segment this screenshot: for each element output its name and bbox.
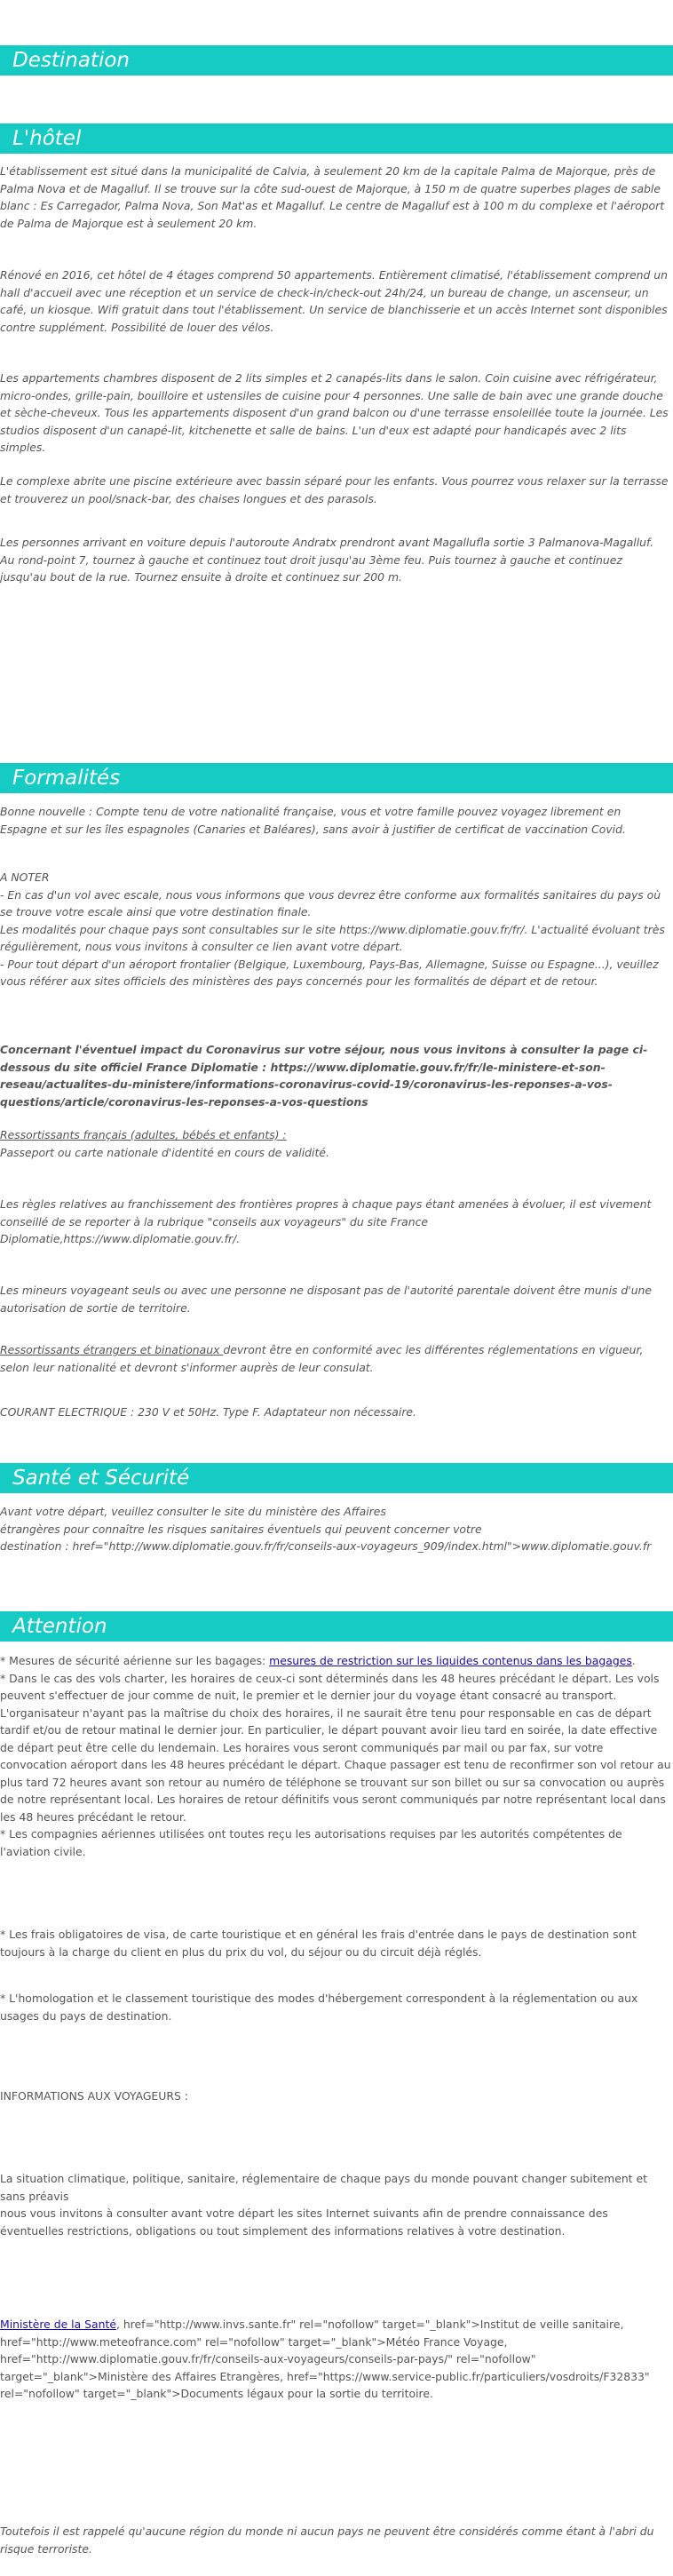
section-header-destination: Destination <box>0 45 673 76</box>
regles-paragraph: Les règles relatives au franchissement des frontières propres à chaque pays étant amenées à évoluer, il est vivement conseillé de se reporter à la rubrique "conseils aux voyageurs" du site France Diplomatie,https://www.diplomatie.gouv.fr/. <box>0 1197 652 1245</box>
section-header-formalites: Formalités <box>0 763 673 793</box>
info-consulter: nous vous invitons à consulter avant votre départ les sites Internet suivants afin de prendre connaissance des éventuelles restrictions, obligations ou tout simplement des informations relatives à votre destination. <box>0 2206 608 2238</box>
formalites-intro: Bonne nouvelle : Compte tenu de votre nationalité française, vous et votre famille pouvez voyagez librement en Espagne et sur les îles espagnoles (Canaries et Baléares), sans avoir à justifier de certificat de vaccination Covid. <box>0 805 626 836</box>
hotel-directions-paragraph: Les personnes arrivant en voiture depuis l'autoroute Andratx prendront avant Magallufla sortie 3 Palmanova-Magalluf. Au rond-point 7, tournez à gauche et continuez tout droit jusqu'au 3ème feu. Puis tournez à gauche et continuez jusqu'au bout de la rue. Tournez ensuite à droite et continuez sur 200 m. <box>0 536 654 584</box>
attention-charter: * Dans le cas des vols charter, les horaires de ceux-ci sont déterminés dans les 48 heures précédant le départ. Les vols peuvent s'effectuer de jour comme de nuit, le premier et le dernier jour du voyage étant consacré au transport. L'organisateur n'ayant pas la maîtrise du choix des horaires, il ne saurait être tenu pour responsable en cas de départ tardif et/ou de retour matinal le dernier jour. En particulier, le départ pouvant avoir lieu tard en soirée, la date effective de départ peut être celle du lendemain. Les horaires vous seront communiqués par mail ou par fax, sur votre convocation aéroport dans les 48 heures précédant le départ. Chaque passager est tenu de reconfirmer son vol retour au plus tard 72 heures avant son retour au numéro de téléphone se trouvant sur son billet ou sur sa convocation ou auprès de notre représentant local. Les horaires de retour définitifs vous seront communiqués par notre représentant local dans les 48 heures précédant le retour. <box>0 1671 671 1824</box>
hotel-pool-paragraph: Le complexe abrite une piscine extérieure avec bassin séparé pour les enfants. Vous pourrez vous relaxer sur la terrasse et trouverez un pool/snack-bar, des chaises longues et des parasols. <box>0 474 669 505</box>
sante-line-2: étrangères pour connaître les risques sanitaires éventuels qui peuvent concerner votre <box>0 1522 482 1536</box>
sante-line-3: destination : href="http://www.diplomatie.gouv.fr/fr/conseils-aux-voyageurs_909/index.html">www.diplomatie.gouv.fr <box>0 1539 652 1553</box>
section-header-attention: Attention <box>0 1611 673 1642</box>
mineurs-paragraph: Les mineurs voyageant seuls ou avec une personne ne disposant pas de l'autorité parentale doivent être munis d'une autorisation de sortie de territoire. <box>0 1284 653 1315</box>
info-voyageurs-block <box>0 2170 671 2239</box>
useful-links-paragraph <box>0 2316 671 2403</box>
sante-block <box>0 1503 673 1555</box>
info-situation: La situation climatique, politique, sanitaire, réglementaire de chaque pays du monde pouvant changer subitement et sans préavis <box>0 2172 647 2203</box>
section-header-sante: Santé et Sécurité <box>0 1463 673 1493</box>
terror-notice: Toutefois il est rappelé qu'aucune région du monde ni aucun pays ne peuvent être considérés comme étant à l'abri du risque terroriste. <box>0 2524 654 2556</box>
anoter-modalites: Les modalités pour chaque pays sont consultables sur le site https://www.diplomatie.gouv.fr/fr/. L'actualité évoluant très régulièrement, nous vous invitons à consulter ce lien avant votre départ. <box>0 922 665 953</box>
anoter-escale: - En cas d'un vol avec escale, nous vous informons que vous devrez être conforme aux formalités sanitaires du pays où se trouve votre escale ainsi que votre destination finale. <box>0 887 661 918</box>
links-rest: , href="http://www.invs.sante.fr" rel="nofollow" target="_blank">Institut de veille sanitaire, href="http://www.meteofrance.com" rel="nofollow" target="_blank">Météo France Voyage, href="http://www.diplomatie.gouv.fr/fr/conseils-aux-voyageurs/conseils-par-pays/" rel="nofollow" target="_blank">Ministère des Affaires Etrangères, href="https://www.service-public.fr/particuliers/vosdroits/F32833" rel="nofollow" target="_blank">Documents légaux pour la sortie du territoire. <box>0 2318 650 2400</box>
anoter-frontalier: - Pour tout départ d'un aéroport frontalier (Belgique, Luxembourg, Pays-Bas, Allemagne, Suisse ou Espagne...), veuillez vous référer aux sites officiels des ministères des pays concernés pour les formalités de départ et de retour. <box>0 957 659 988</box>
francais-block <box>0 1126 671 1161</box>
hotel-location-paragraph: L'établissement est situé dans la municipalité de Calvia, à seulement 20 km de la capitale Palma de Majorque, près de Palma Nova et de Magalluf. Il se trouve sur la côte sud-ouest de Majorque, à 150 m de quatre superbes plages de sable blanc : Es Carregador, Palma Nova, Son Mat'as et Magalluf. Le centre de Magalluf est à 100 m du complexe et l'aéroport de Palma de Majorque est à seulement 20 km. <box>0 164 665 230</box>
francais-text: Passeport ou carte nationale d'identité en cours de validité. <box>0 1145 329 1159</box>
bagages-prefix: * Mesures de sécurité aérienne sur les bagages: <box>0 1654 270 1667</box>
etrangers-text: devront être en conformité avec les différentes réglementations en vigueur, selon leur nationalité et devront s'informer auprès de leur consulat. <box>0 1343 644 1374</box>
bagages-suffix: . <box>631 1654 636 1667</box>
hotel-building-paragraph: Rénové en 2016, cet hôtel de 4 étages comprend 50 appartements. Entièrement climatisé, l'établissement comprend un hall d'accueil avec une réception et un service de check-in/check-out 24h/24, un bureau de change, un ascenseur, un café, un kiosque. Wifi gratuit dans tout l'établissement. Un service de blanchisserie et un accès Internet sont disponibles contre supplément. Possibilité de louer des vélos. <box>0 268 668 334</box>
attention-bagages <box>0 1652 671 1670</box>
hotel-rooms-paragraph: Les appartements chambres disposent de 2 lits simples et 2 canapés-lits dans le salon. Coin cuisine avec réfrigérateur, micro-ondes, grille-pain, bouilloire et ustensiles de cuisine pour 4 personnes. Une salle de bain avec une grande douche et sèche-cheveux. Tous les appartements disposent d'un grand balcon ou d'une terrasse ensoleillée toute la journée. Les studios disposent d'un canapé-lit, kitchenette et salle de bains. L'un d'eux est adapté pour handicapés avec 2 lits simples. <box>0 371 669 454</box>
sante-ministry-link[interactable]: Ministère de la Santé <box>0 2318 116 2331</box>
francais-title: Ressortissants français (adultes, bébés et enfants) : <box>0 1128 287 1141</box>
attention-compagnies: * Les compagnies aériennes utilisées ont toutes reçu les autorisations requises par les autorités compétentes de l'aviation civile. <box>0 1827 622 1858</box>
attention-block <box>0 1652 671 1860</box>
courant-paragraph: COURANT ELECTRIQUE : 230 V et 50Hz. Type F. Adaptateur non nécessaire. <box>0 1405 416 1419</box>
info-voyageurs-title: INFORMATIONS AUX VOYAGEURS : <box>0 2089 188 2103</box>
attention-visa: * Les frais obligatoires de visa, de carte touristique et en général les frais d'entrée dans le pays de destination sont toujours à la charge du client en plus du prix du vol, du séjour ou du circuit déjà réglés. <box>0 1928 637 1959</box>
covid-notice: Concernant l'éventuel impact du Coronavirus sur votre séjour, nous vous invitons à consulter la page ci-dessous du site officiel France Diplomatie : https://www.diplomatie.gouv.fr/fr/le-ministere-et-son-reseau/actualites-du-ministere/informations-coronavirus-covid-19/coronavirus-les-reponses-a-vos-questions/article/coronavirus-les-reponses-a-vos-questions <box>0 1043 648 1109</box>
sante-line-1: Avant votre départ, veuillez consulter le site du ministère des Affaires <box>0 1505 386 1518</box>
etrangers-title: Ressortissants étrangers et binationaux <box>0 1343 224 1356</box>
anoter-block <box>0 869 671 990</box>
section-header-hotel: L'hôtel <box>0 123 673 154</box>
anoter-title: A NOTER <box>0 871 50 884</box>
etrangers-paragraph <box>0 1341 671 1376</box>
attention-homologation: * L'homologation et le classement touristique des modes d'hébergement correspondent à la réglementation ou aux usages du pays de destination. <box>0 1992 638 2023</box>
bagages-link[interactable]: mesures de restriction sur les liquides contenus dans les bagages <box>269 1654 632 1667</box>
